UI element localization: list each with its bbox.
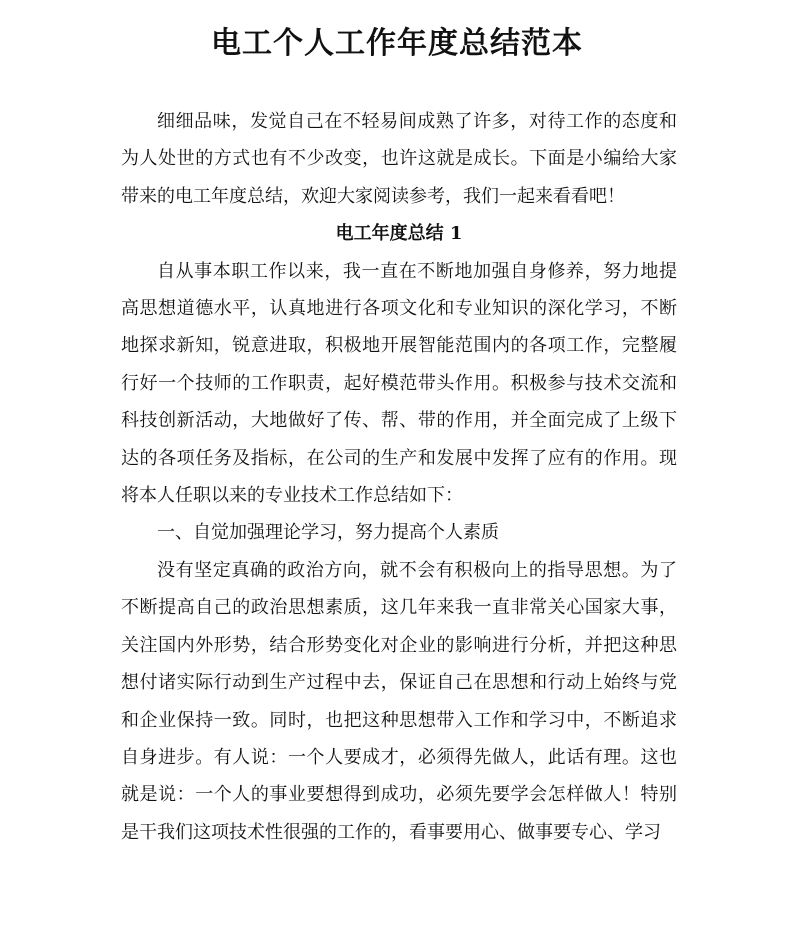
body-paragraph: 自从事本职工作以来，我一直在不断地加强自身修养，努力地提高思想道德水平，认真地进行各项文化和专业知识的深化学习，不断地探求新知，锐意进取，积极地开展智能范围内的各项工作，完整履行好一个技师的工作职责，起好模范带头作用。积极参与技术交流和科技创新活动，大地做好了传、帮、带的作用，并全面完成了上级下达的各项任务及指标，在公司的生产和发展中发挥了应有的作用。现将本人任职以来的专业技术工作总结如下：: [121, 260, 677, 507]
document-title: 电工个人工作年度总结范本: [211, 26, 583, 61]
body-paragraph: 没有坚定真确的政治方向，就不会有积极向上的指导思想。为了不断提高自己的政治思想素质，这几年来我一直非常关心国家大事，关注国内外形势，结合形势变化对企业的影响进行分析，并把这种思想付诸实际行动到生产过程中去，保证自己在思想和行动上始终与党和企业保持一致。同时，也把这种思想带入工作和学习中，不断追求自身进步。有人说：一个人要成才，必须得先做人，此话有理。这也就是说：一个人的事业要想得到成功，必须先要学会怎样做人！特别是干我们这项技术性很强的工作的，看事要用心、做事要专心、学习: [121, 559, 677, 843]
section-heading: 电工年度总结 1: [335, 223, 463, 245]
sub-heading: 一、自觉加强理论学习，努力提高个人素质: [157, 522, 499, 544]
document-body: [121, 103, 677, 851]
intro-paragraph: 细细品味，发觉自己在不轻易间成熟了许多，对待工作的态度和为人处世的方式也有不少改变，也许这就是成长。下面是小编给大家带来的电工年度总结，欢迎大家阅读参考，我们一起来看看吧！: [121, 111, 677, 207]
